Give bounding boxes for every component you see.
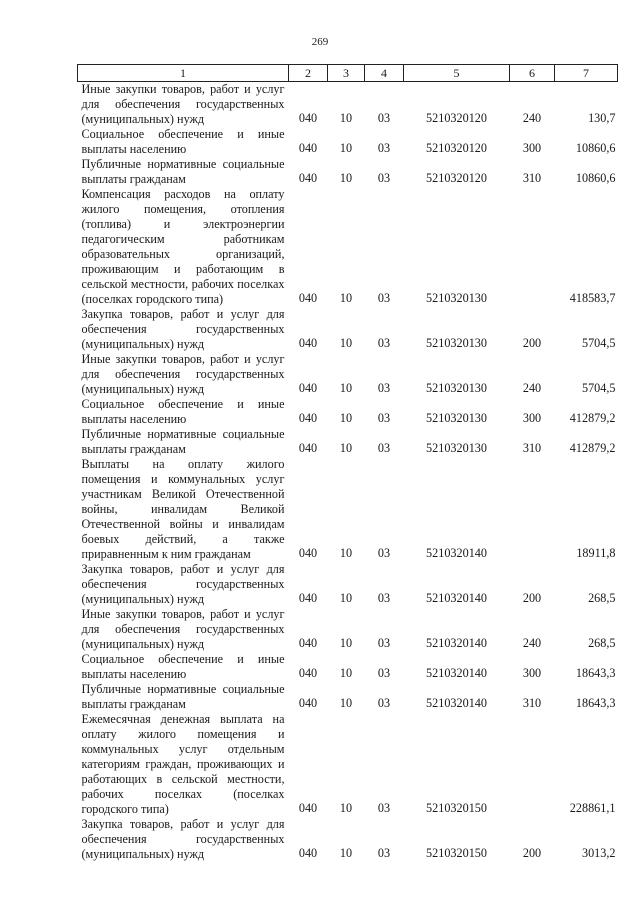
row-subsection: 03	[377, 141, 391, 155]
row-name: Закупка товаров, работ и услуг для обеспечения государственных (муниципальных) нужд	[81, 307, 285, 351]
row-name: Публичные нормативные социальные выплаты гражданам	[81, 157, 285, 186]
row-amount: 18643,3	[575, 666, 616, 680]
header-col-4: 4	[365, 65, 404, 82]
row-expense-type: 300	[522, 411, 542, 425]
row-admin-code: 040	[298, 381, 318, 395]
header-col-3: 3	[328, 65, 365, 82]
header-col-7: 7	[555, 65, 618, 82]
row-section: 10	[339, 696, 353, 710]
row-admin-code: 040	[298, 696, 318, 710]
row-admin-code: 040	[298, 546, 318, 560]
row-amount: 5704,5	[581, 336, 616, 350]
row-expense-type: 240	[522, 636, 542, 650]
row-section: 10	[339, 441, 353, 455]
row-section: 10	[339, 381, 353, 395]
table-row	[78, 457, 618, 562]
row-section: 10	[339, 111, 353, 125]
table-row	[78, 682, 618, 712]
row-amount: 5704,5	[581, 381, 616, 395]
row-name: Иные закупки товаров, работ и услуг для обеспечения государственных (муниципальных) нужд	[81, 352, 285, 396]
row-target-article: 5210320140	[426, 636, 487, 650]
row-section: 10	[339, 291, 353, 305]
row-amount: 10860,6	[575, 171, 616, 185]
row-amount: 418583,7	[569, 291, 616, 305]
row-admin-code: 040	[298, 636, 318, 650]
row-subsection: 03	[377, 171, 391, 185]
row-amount: 412879,2	[569, 411, 616, 425]
row-section: 10	[339, 171, 353, 185]
row-target-article: 5210320130	[426, 411, 487, 425]
row-amount: 228861,1	[569, 801, 616, 815]
table-row	[78, 352, 618, 397]
row-expense-type	[510, 457, 555, 562]
row-expense-type: 310	[522, 171, 542, 185]
row-expense-type: 200	[522, 846, 542, 860]
row-amount: 412879,2	[569, 441, 616, 455]
row-expense-type: 240	[522, 111, 542, 125]
table-row	[78, 427, 618, 457]
row-admin-code: 040	[298, 171, 318, 185]
row-name: Социальное обеспечение и иные выплаты населению	[81, 397, 285, 426]
row-target-article: 5210320120	[426, 141, 487, 155]
row-section: 10	[339, 411, 353, 425]
row-admin-code: 040	[298, 111, 318, 125]
row-name: Публичные нормативные социальные выплаты гражданам	[81, 682, 285, 711]
table-row	[78, 607, 618, 652]
row-name: Выплаты на оплату жилого помещения и коммунальных услуг участникам Великой Отечественной войны, инвалидам Великой Отечественной войны и инвалидам боевых действий, а также приравненным к ним гражданам	[81, 457, 285, 561]
row-amount: 18911,8	[576, 546, 616, 560]
row-name: Ежемесячная денежная выплата на оплату жилого помещения и коммунальных услуг отдельным категориям граждан, проживающих и работающих в сельской местности, рабочих поселках (поселках городского типа)	[81, 712, 285, 816]
table-row	[78, 187, 618, 307]
row-section: 10	[339, 636, 353, 650]
row-subsection: 03	[377, 411, 391, 425]
table-row	[78, 397, 618, 427]
row-admin-code: 040	[298, 591, 318, 605]
row-target-article: 5210320150	[426, 846, 487, 860]
row-name: Компенсация расходов на оплату жилого помещения, отопления (топлива) и электроэнергии педагогическим работникам образовательных организаций, проживающим и работающим в сельской местности, рабочих поселках (поселках городского типа)	[81, 187, 285, 306]
row-section: 10	[339, 666, 353, 680]
header-col-6: 6	[510, 65, 555, 82]
page-number: 269	[311, 36, 329, 48]
row-expense-type: 200	[522, 336, 542, 350]
row-expense-type: 310	[522, 696, 542, 710]
row-section: 10	[339, 591, 353, 605]
row-target-article: 5210320120	[426, 111, 487, 125]
row-section: 10	[339, 141, 353, 155]
row-target-article: 5210320140	[426, 666, 487, 680]
row-admin-code: 040	[298, 411, 318, 425]
header-col-5: 5	[404, 65, 510, 82]
header-col-2: 2	[289, 65, 328, 82]
row-target-article: 5210320130	[426, 441, 487, 455]
row-amount: 3013,2	[581, 846, 616, 860]
table-row	[78, 82, 618, 128]
row-expense-type	[510, 712, 555, 817]
row-expense-type: 300	[522, 666, 542, 680]
row-admin-code: 040	[298, 336, 318, 350]
row-subsection: 03	[377, 291, 391, 305]
row-name: Социальное обеспечение и иные выплаты населению	[81, 652, 285, 681]
row-amount: 130,7	[588, 111, 616, 125]
row-name: Иные закупки товаров, работ и услуг для обеспечения государственных (муниципальных) нужд	[81, 82, 285, 126]
row-target-article: 5210320140	[426, 546, 487, 560]
row-subsection: 03	[377, 696, 391, 710]
row-subsection: 03	[377, 546, 391, 560]
row-target-article: 5210320130	[426, 336, 487, 350]
row-subsection: 03	[377, 441, 391, 455]
row-admin-code: 040	[298, 846, 318, 860]
budget-table	[77, 64, 618, 862]
row-name: Публичные нормативные социальные выплаты гражданам	[81, 427, 285, 456]
row-subsection: 03	[377, 591, 391, 605]
row-name: Закупка товаров, работ и услуг для обеспечения государственных (муниципальных) нужд	[81, 562, 285, 606]
row-subsection: 03	[377, 381, 391, 395]
row-expense-type: 310	[522, 441, 542, 455]
row-target-article: 5210320130	[426, 381, 487, 395]
row-section: 10	[339, 336, 353, 350]
row-subsection: 03	[377, 801, 391, 815]
row-section: 10	[339, 801, 353, 815]
row-subsection: 03	[377, 111, 391, 125]
row-subsection: 03	[377, 666, 391, 680]
row-target-article: 5210320140	[426, 591, 487, 605]
table-row	[78, 817, 618, 862]
row-admin-code: 040	[298, 441, 318, 455]
row-section: 10	[339, 546, 353, 560]
row-amount: 268,5	[588, 591, 616, 605]
table-row	[78, 307, 618, 352]
row-name: Социальное обеспечение и иные выплаты населению	[81, 127, 285, 156]
table-row	[78, 562, 618, 607]
row-expense-type: 200	[522, 591, 542, 605]
row-admin-code: 040	[298, 141, 318, 155]
row-amount: 268,5	[588, 636, 616, 650]
row-expense-type: 240	[522, 381, 542, 395]
row-subsection: 03	[377, 636, 391, 650]
table-row	[78, 712, 618, 817]
row-name: Закупка товаров, работ и услуг для обеспечения государственных (муниципальных) нужд	[81, 817, 285, 861]
table-row	[78, 157, 618, 187]
row-subsection: 03	[377, 336, 391, 350]
header-row	[78, 65, 618, 82]
row-expense-type: 300	[522, 141, 542, 155]
row-amount: 10860,6	[575, 141, 616, 155]
table-row	[78, 127, 618, 157]
row-amount: 18643,3	[575, 696, 616, 710]
header-col-1: 1	[78, 65, 289, 82]
row-section: 10	[339, 846, 353, 860]
row-target-article: 5210320140	[426, 696, 487, 710]
row-admin-code: 040	[298, 666, 318, 680]
row-target-article: 5210320150	[426, 801, 487, 815]
row-expense-type	[510, 187, 555, 307]
row-name: Иные закупки товаров, работ и услуг для обеспечения государственных (муниципальных) нужд	[81, 607, 285, 651]
row-subsection: 03	[377, 846, 391, 860]
row-admin-code: 040	[298, 291, 318, 305]
row-target-article: 5210320130	[426, 291, 487, 305]
row-target-article: 5210320120	[426, 171, 487, 185]
table-row	[78, 652, 618, 682]
row-admin-code: 040	[298, 801, 318, 815]
